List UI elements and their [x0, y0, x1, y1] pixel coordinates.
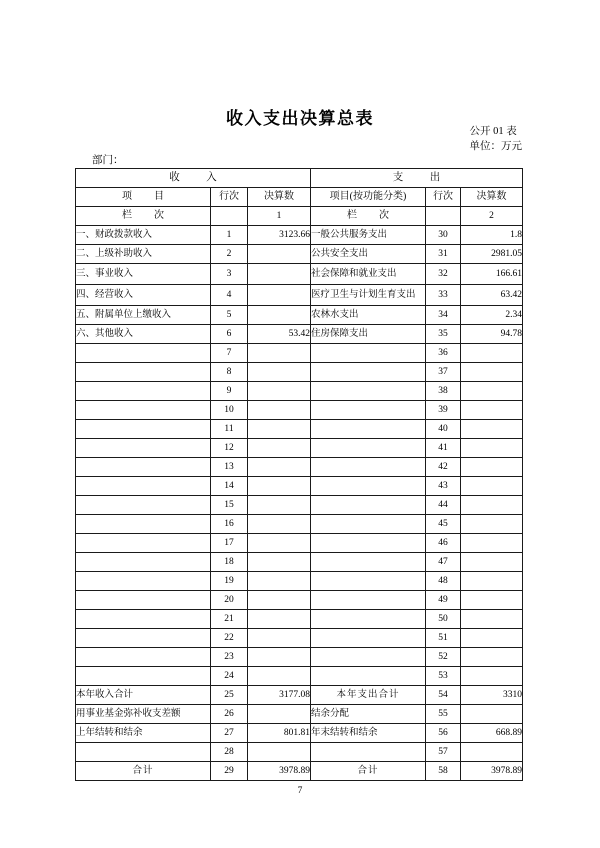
expense-row-number-cell: 37 — [426, 363, 461, 382]
expense-value-cell — [461, 648, 523, 667]
income-item-cell — [76, 344, 211, 363]
income-value-cell — [248, 477, 311, 496]
expense-item-cell — [311, 439, 426, 458]
expense-row-number-cell: 55 — [426, 705, 461, 724]
expense-item-cell — [311, 629, 426, 648]
department-label: 部门： — [92, 155, 124, 166]
expense-value-cell: 166.61 — [461, 264, 523, 285]
expense-value-cell — [461, 439, 523, 458]
income-value-cell — [248, 382, 311, 401]
income-value-cell — [248, 245, 311, 264]
income-value-cell — [248, 264, 311, 285]
expense-row-number-cell: 40 — [426, 420, 461, 439]
income-item-cell — [76, 553, 211, 572]
income-value-cell — [248, 285, 311, 306]
income-item-cell: 二、上级补助收入 — [76, 245, 211, 264]
expense-value-cell — [461, 363, 523, 382]
expense-value-cell — [461, 553, 523, 572]
income-row-number-cell: 7 — [211, 344, 248, 363]
income-value-cell — [248, 572, 311, 591]
expense-value-cell: 1.8 — [461, 226, 523, 245]
income-item-cell — [76, 610, 211, 629]
table-row — [76, 363, 523, 382]
expense-row-number-cell: 41 — [426, 439, 461, 458]
expense-item-cell: 社会保障和就业支出 — [311, 264, 426, 285]
lancir-expense-row-blank — [426, 207, 461, 226]
col-header-expense-value: 决算数 — [461, 188, 523, 207]
income-value-cell — [248, 648, 311, 667]
income-item-cell: 合计 — [76, 762, 211, 781]
expense-item-cell: 结余分配 — [311, 705, 426, 724]
income-item-cell — [76, 667, 211, 686]
expense-value-cell — [461, 401, 523, 420]
expense-item-cell — [311, 572, 426, 591]
expense-value-cell — [461, 667, 523, 686]
income-group-header: 收 入 — [76, 169, 311, 188]
expense-row-number-cell: 31 — [426, 245, 461, 264]
income-item-cell — [76, 477, 211, 496]
income-value-cell: 53.42 — [248, 325, 311, 344]
income-row-number-cell: 5 — [211, 306, 248, 325]
income-row-number-cell: 28 — [211, 743, 248, 762]
table-row — [76, 226, 523, 245]
income-item-cell — [76, 629, 211, 648]
expense-row-number-cell: 43 — [426, 477, 461, 496]
income-value-cell — [248, 553, 311, 572]
income-row-number-cell: 25 — [211, 686, 248, 705]
col-header-income-item: 项 目 — [76, 188, 211, 207]
table-row — [76, 534, 523, 553]
table-row — [76, 401, 523, 420]
income-item-cell — [76, 439, 211, 458]
expense-row-number-cell: 45 — [426, 515, 461, 534]
income-row-number-cell: 27 — [211, 724, 248, 743]
income-row-number-cell: 3 — [211, 264, 248, 285]
expense-row-number-cell: 58 — [426, 762, 461, 781]
column-header-row — [76, 188, 523, 207]
table-row — [76, 686, 523, 705]
income-value-cell — [248, 458, 311, 477]
income-item-cell — [76, 458, 211, 477]
expense-group-header: 支 出 — [311, 169, 523, 188]
expense-item-cell — [311, 477, 426, 496]
income-value-cell — [248, 420, 311, 439]
expense-value-cell — [461, 629, 523, 648]
expense-row-number-cell: 51 — [426, 629, 461, 648]
table-row — [76, 477, 523, 496]
expense-item-cell — [311, 610, 426, 629]
expense-value-cell: 3310 — [461, 686, 523, 705]
expense-value-cell: 668.89 — [461, 724, 523, 743]
income-row-number-cell: 16 — [211, 515, 248, 534]
expense-value-cell: 3978.89 — [461, 762, 523, 781]
income-item-cell: 本年收入合计 — [76, 686, 211, 705]
income-item-cell: 用事业基金弥补收支差额 — [76, 705, 211, 724]
income-value-cell — [248, 534, 311, 553]
income-value-cell — [248, 667, 311, 686]
income-row-number-cell: 24 — [211, 667, 248, 686]
table-row — [76, 420, 523, 439]
table-row — [76, 458, 523, 477]
income-row-number-cell: 22 — [211, 629, 248, 648]
expense-row-number-cell: 47 — [426, 553, 461, 572]
expense-value-cell: 2.34 — [461, 306, 523, 325]
expense-value-cell — [461, 496, 523, 515]
expense-item-cell — [311, 648, 426, 667]
income-row-number-cell: 29 — [211, 762, 248, 781]
table-row — [76, 306, 523, 325]
expense-row-number-cell: 36 — [426, 344, 461, 363]
income-value-cell: 3177.08 — [248, 686, 311, 705]
expense-item-cell — [311, 344, 426, 363]
expense-item-cell — [311, 515, 426, 534]
income-value-cell — [248, 496, 311, 515]
income-item-cell — [76, 420, 211, 439]
expense-row-number-cell: 46 — [426, 534, 461, 553]
expense-item-cell — [311, 743, 426, 762]
income-row-number-cell: 6 — [211, 325, 248, 344]
income-row-number-cell: 1 — [211, 226, 248, 245]
income-row-number-cell: 10 — [211, 401, 248, 420]
table-row — [76, 325, 523, 344]
expense-item-cell — [311, 667, 426, 686]
expense-value-cell — [461, 572, 523, 591]
table-row — [76, 724, 523, 743]
table-body — [76, 226, 523, 781]
income-value-cell — [248, 629, 311, 648]
expense-row-number-cell: 42 — [426, 458, 461, 477]
expense-value-cell — [461, 534, 523, 553]
table-row — [76, 344, 523, 363]
expense-value-cell: 2981.05 — [461, 245, 523, 264]
expense-row-number-cell: 49 — [426, 591, 461, 610]
expense-value-cell — [461, 743, 523, 762]
expense-value-cell: 63.42 — [461, 285, 523, 306]
table-row — [76, 553, 523, 572]
expense-item-cell: 一般公共服务支出 — [311, 226, 426, 245]
expense-item-cell: 公共安全支出 — [311, 245, 426, 264]
expense-value-cell — [461, 382, 523, 401]
lancir-row — [76, 207, 523, 226]
expense-item-cell: 本年支出合计 — [311, 686, 426, 705]
income-item-cell: 六、其他收入 — [76, 325, 211, 344]
income-row-number-cell: 26 — [211, 705, 248, 724]
income-item-cell: 五、附属单位上缴收入 — [76, 306, 211, 325]
lancir-income-col: 1 — [248, 207, 311, 226]
expense-value-cell — [461, 591, 523, 610]
expense-item-cell: 年末结转和结余 — [311, 724, 426, 743]
expense-item-cell — [311, 420, 426, 439]
expense-row-number-cell: 39 — [426, 401, 461, 420]
income-value-cell — [248, 705, 311, 724]
income-row-number-cell: 18 — [211, 553, 248, 572]
table-row — [76, 762, 523, 781]
table-row — [76, 245, 523, 264]
table-row — [76, 648, 523, 667]
income-row-number-cell: 12 — [211, 439, 248, 458]
income-value-cell — [248, 515, 311, 534]
form-meta — [470, 124, 523, 154]
expense-item-cell — [311, 553, 426, 572]
table-row — [76, 496, 523, 515]
income-item-cell — [76, 534, 211, 553]
lancir-label-expense: 栏 次 — [311, 207, 426, 226]
income-row-number-cell: 14 — [211, 477, 248, 496]
expense-row-number-cell: 32 — [426, 264, 461, 285]
income-value-cell — [248, 610, 311, 629]
income-row-number-cell: 9 — [211, 382, 248, 401]
income-item-cell — [76, 363, 211, 382]
income-value-cell: 3978.89 — [248, 762, 311, 781]
income-value-cell — [248, 344, 311, 363]
expense-value-cell — [461, 420, 523, 439]
expense-value-cell: 94.78 — [461, 325, 523, 344]
income-item-cell — [76, 648, 211, 667]
expense-row-number-cell: 56 — [426, 724, 461, 743]
income-row-number-cell: 15 — [211, 496, 248, 515]
unit-note: 单位：万元 — [469, 141, 522, 152]
income-row-number-cell: 2 — [211, 245, 248, 264]
expense-item-cell: 农林水支出 — [311, 306, 426, 325]
income-item-cell — [76, 743, 211, 762]
income-row-number-cell: 13 — [211, 458, 248, 477]
table-row — [76, 382, 523, 401]
table-row — [76, 439, 523, 458]
table-row — [76, 705, 523, 724]
expense-value-cell — [461, 477, 523, 496]
table-row — [76, 667, 523, 686]
table-row — [76, 264, 523, 285]
expense-value-cell — [461, 344, 523, 363]
table-row — [76, 610, 523, 629]
income-value-cell — [248, 306, 311, 325]
group-header-row — [76, 169, 523, 188]
income-value-cell — [248, 401, 311, 420]
income-row-number-cell: 23 — [211, 648, 248, 667]
income-item-cell — [76, 401, 211, 420]
income-item-cell — [76, 496, 211, 515]
expense-row-number-cell: 35 — [426, 325, 461, 344]
expense-row-number-cell: 53 — [426, 667, 461, 686]
expense-value-cell — [461, 610, 523, 629]
lancir-income-row-blank — [211, 207, 248, 226]
lancir-expense-col: 2 — [461, 207, 523, 226]
income-item-cell: 上年结转和结余 — [76, 724, 211, 743]
income-item-cell — [76, 515, 211, 534]
page-number: 7 — [297, 786, 303, 796]
income-item-cell: 一、财政拨款收入 — [76, 226, 211, 245]
col-header-income-row: 行次 — [211, 188, 248, 207]
income-row-number-cell: 11 — [211, 420, 248, 439]
income-item-cell — [76, 591, 211, 610]
expense-item-cell — [311, 382, 426, 401]
income-row-number-cell: 19 — [211, 572, 248, 591]
expense-value-cell — [461, 458, 523, 477]
expense-item-cell — [311, 534, 426, 553]
income-item-cell: 三、事业收入 — [76, 264, 211, 285]
table-row — [76, 629, 523, 648]
income-value-cell — [248, 363, 311, 382]
expense-row-number-cell: 54 — [426, 686, 461, 705]
page-title: 收入支出决算总表 — [226, 109, 374, 128]
lancir-label-income: 栏 次 — [76, 207, 211, 226]
income-row-number-cell: 21 — [211, 610, 248, 629]
col-header-expense-row: 行次 — [426, 188, 461, 207]
expense-row-number-cell: 50 — [426, 610, 461, 629]
expense-item-cell — [311, 496, 426, 515]
expense-value-cell — [461, 705, 523, 724]
expense-row-number-cell: 48 — [426, 572, 461, 591]
expense-item-cell — [311, 401, 426, 420]
income-value-cell — [248, 591, 311, 610]
expense-item-cell: 住房保障支出 — [311, 325, 426, 344]
table-row — [76, 743, 523, 762]
expense-row-number-cell: 52 — [426, 648, 461, 667]
expense-value-cell — [461, 515, 523, 534]
expense-item-cell — [311, 591, 426, 610]
income-row-number-cell: 4 — [211, 285, 248, 306]
expense-item-cell: 合计 — [311, 762, 426, 781]
expense-row-number-cell: 57 — [426, 743, 461, 762]
expense-row-number-cell: 30 — [426, 226, 461, 245]
income-value-cell — [248, 439, 311, 458]
income-row-number-cell: 8 — [211, 363, 248, 382]
table-row — [76, 285, 523, 306]
income-value-cell — [248, 743, 311, 762]
table-row — [76, 515, 523, 534]
form-code: 公开 01 表 — [469, 126, 517, 137]
budget-final-accounts-table — [75, 168, 523, 781]
expense-row-number-cell: 34 — [426, 306, 461, 325]
expense-row-number-cell: 33 — [426, 285, 461, 306]
income-value-cell: 801.81 — [248, 724, 311, 743]
expense-row-number-cell: 38 — [426, 382, 461, 401]
income-row-number-cell: 17 — [211, 534, 248, 553]
expense-item-cell: 医疗卫生与计划生育支出 — [311, 285, 426, 306]
expense-item-cell — [311, 458, 426, 477]
col-header-expense-item: 项目(按功能分类) — [311, 188, 426, 207]
income-item-cell: 四、经营收入 — [76, 285, 211, 306]
income-row-number-cell: 20 — [211, 591, 248, 610]
expense-item-cell — [311, 363, 426, 382]
expense-row-number-cell: 44 — [426, 496, 461, 515]
income-item-cell — [76, 572, 211, 591]
income-item-cell — [76, 382, 211, 401]
table-row — [76, 591, 523, 610]
income-value-cell: 3123.66 — [248, 226, 311, 245]
table-row — [76, 572, 523, 591]
col-header-income-value: 决算数 — [248, 188, 311, 207]
